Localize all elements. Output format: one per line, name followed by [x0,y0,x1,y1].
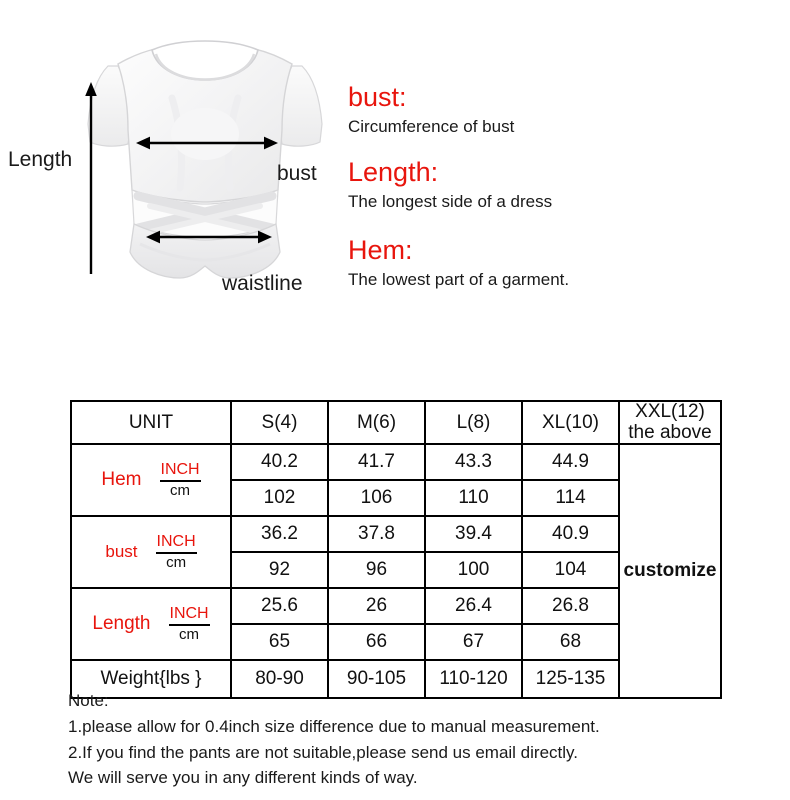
cell-bust-inch-m: 37.8 [328,516,425,552]
length-arrow [78,82,104,278]
garment-illustration [0,0,340,340]
note-heading: Note: [68,691,109,710]
cell-weight-l: 110-120 [425,660,522,698]
row-label-bust [71,516,231,588]
cell-hem-cm-s: 102 [231,480,328,516]
legend-item-length [348,157,768,214]
cell-xxl-customize: customize [619,444,721,698]
legend-term-bust: bust: [348,82,407,112]
unit-cm-label: cm [179,625,200,643]
cell-length-cm-xl: 68 [522,624,619,660]
cell-length-inch-l: 26.4 [425,588,522,624]
cell-weight-m: 90-105 [328,660,425,698]
cell-length-inch-xl: 26.8 [522,588,619,624]
row-label-weight: Weight{lbs } [71,660,231,698]
cell-length-cm-s: 65 [231,624,328,660]
length-measure-label: Length [8,148,73,171]
table-row [71,444,721,480]
row-label-length [71,588,231,660]
unit-inch-label: INCH [160,462,201,482]
cell-hem-inch-s: 40.2 [231,444,328,480]
unit-inch-label: INCH [169,606,210,626]
row-label-hem-text: Hem [101,469,142,491]
size-chart-table [70,400,722,699]
row-label-hem [71,444,231,516]
cell-hem-inch-xl: 44.9 [522,444,619,480]
header-size-m: M(6) [328,401,425,444]
cell-bust-cm-m: 96 [328,552,425,588]
notes-section [68,688,728,791]
note-item-2: 2.If you find the pants are not suitable,please send us email directly. [68,742,578,762]
header-size-xxl [619,401,721,444]
size-chart-table-container [70,400,720,699]
cell-weight-xl: 125-135 [522,660,619,698]
waistline-arrow [146,224,272,250]
bust-arrow [136,130,278,156]
header-xxl-line2: the above [628,421,712,443]
bust-measure-label: bust [277,162,317,185]
cell-length-inch-s: 25.6 [231,588,328,624]
cell-hem-inch-l: 43.3 [425,444,522,480]
cell-bust-cm-s: 92 [231,552,328,588]
cell-bust-cm-l: 100 [425,552,522,588]
note-item-1: 1.please allow for 0.4inch size difference due to manual measurement. [68,716,600,736]
cell-bust-cm-xl: 104 [522,552,619,588]
cell-hem-cm-m: 106 [328,480,425,516]
legend-desc-bust: Circumference of bust [348,116,515,136]
unit-cm-label: cm [166,553,187,571]
cell-hem-inch-m: 41.7 [328,444,425,480]
legend-desc-length: The longest side of a dress [348,192,553,212]
unit-inch-label: INCH [156,534,197,554]
header-size-xl: XL(10) [522,401,619,444]
legend-item-bust [348,82,768,139]
waistline-measure-label: waistline [222,272,303,295]
note-item-3: We will serve you in any different kinds of way. [68,768,418,788]
cell-length-cm-m: 66 [328,624,425,660]
legend-item-hem [348,235,768,292]
row-label-length-text: Length [92,613,151,635]
table-header-row [71,401,721,444]
cell-bust-inch-l: 39.4 [425,516,522,552]
unit-cm-label: cm [170,481,191,499]
unit-fraction-hem [160,462,201,499]
header-size-s: S(4) [231,401,328,444]
header-xxl-line1: XXL(12) [635,401,705,422]
cell-bust-inch-s: 36.2 [231,516,328,552]
unit-fraction-length [169,606,210,643]
measurement-legend [348,82,768,306]
header-size-l: L(8) [425,401,522,444]
legend-term-length: Length: [348,157,439,188]
cell-weight-s: 80-90 [231,660,328,698]
cell-hem-cm-xl: 114 [522,480,619,516]
cell-length-inch-m: 26 [328,588,425,624]
cell-bust-inch-xl: 40.9 [522,516,619,552]
unit-fraction-bust [156,534,197,571]
row-label-bust-text: bust [105,542,138,562]
cell-length-cm-l: 67 [425,624,522,660]
header-unit: UNIT [71,401,231,444]
cell-hem-cm-l: 110 [425,480,522,516]
legend-term-hem: Hem: [348,234,413,265]
legend-desc-hem: The lowest part of a garment. [348,269,570,289]
